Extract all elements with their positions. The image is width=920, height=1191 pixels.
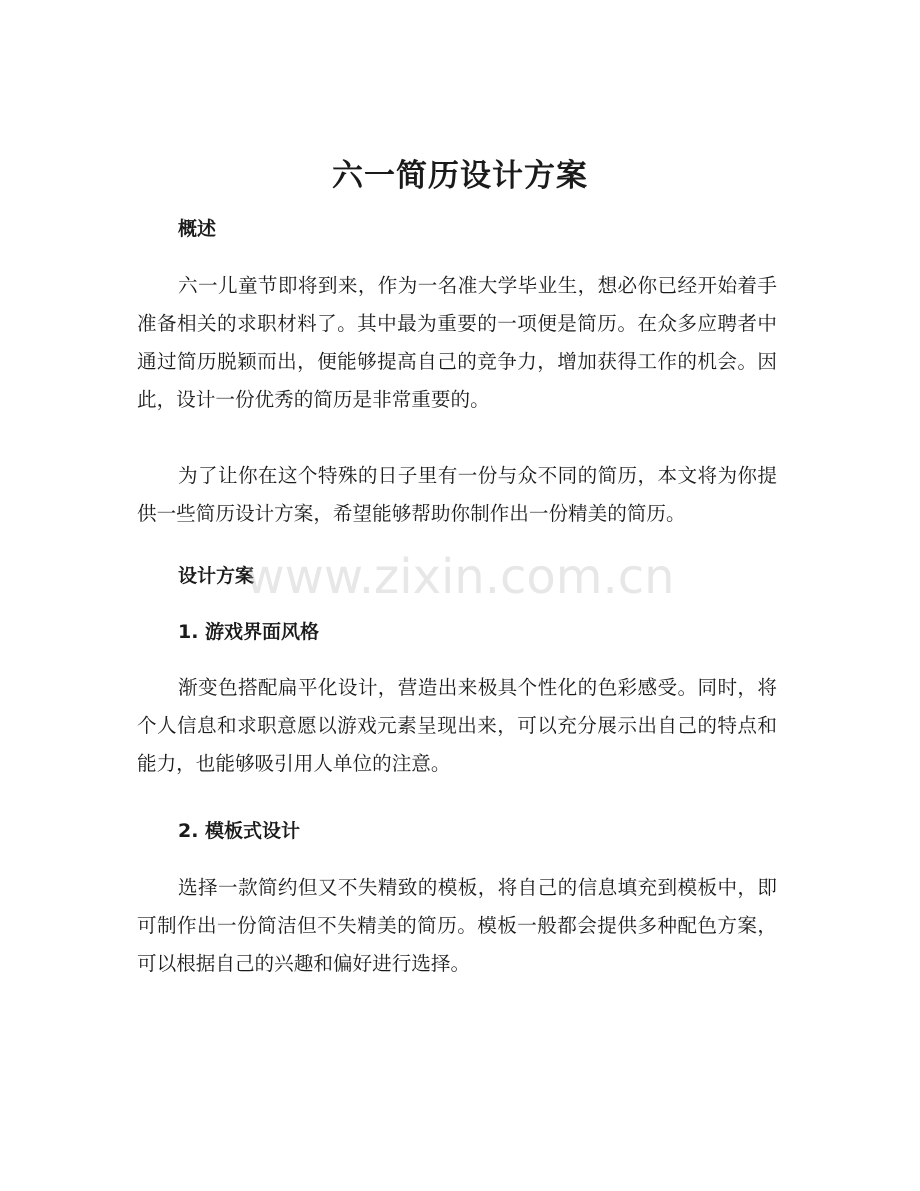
watermark-text: www.zixin.com.cn — [245, 549, 675, 605]
section-heading-overview: 概述 — [178, 218, 217, 240]
paragraph-game-style: 渐变色搭配扁平化设计，营造出来极具个性化的色彩感受。同时，将个人信息和求职意愿以游戏元素呈现出来，可以充分展示出自己的特点和能力，也能够吸引用人单位的注意。 — [137, 676, 777, 775]
paragraph-overview-1: 六一儿童节即将到来，作为一名准大学毕业生，想必你已经开始着手准备相关的求职材料了。其中最为重要的一项便是简历。在众多应聘者中通过简历脱颖而出，便能够提高自己的竞争力，增加获得工作的机会。因此，设计一份优秀的简历是非常重要的。 — [137, 274, 777, 411]
item-heading-game-style: 1. 游戏界面风格 — [178, 621, 320, 643]
paragraph-template-style: 选择一款简约但又不失精致的模板，将自己的信息填充到模板中，即可制作出一份简洁但不失精美的简历。模板一般都会提供多种配色方案，可以根据自己的兴趣和偏好进行选择。 — [137, 876, 777, 975]
document-title: 六一简历设计方案 — [332, 158, 588, 194]
item-heading-template-style: 2. 模板式设计 — [178, 820, 301, 842]
section-heading-design: 设计方案 — [178, 565, 255, 587]
paragraph-overview-2: 为了让你在这个特殊的日子里有一份与众不同的简历，本文将为你提供一些简历设计方案，希望能够帮助你制作出一份精美的简历。 — [137, 464, 777, 525]
